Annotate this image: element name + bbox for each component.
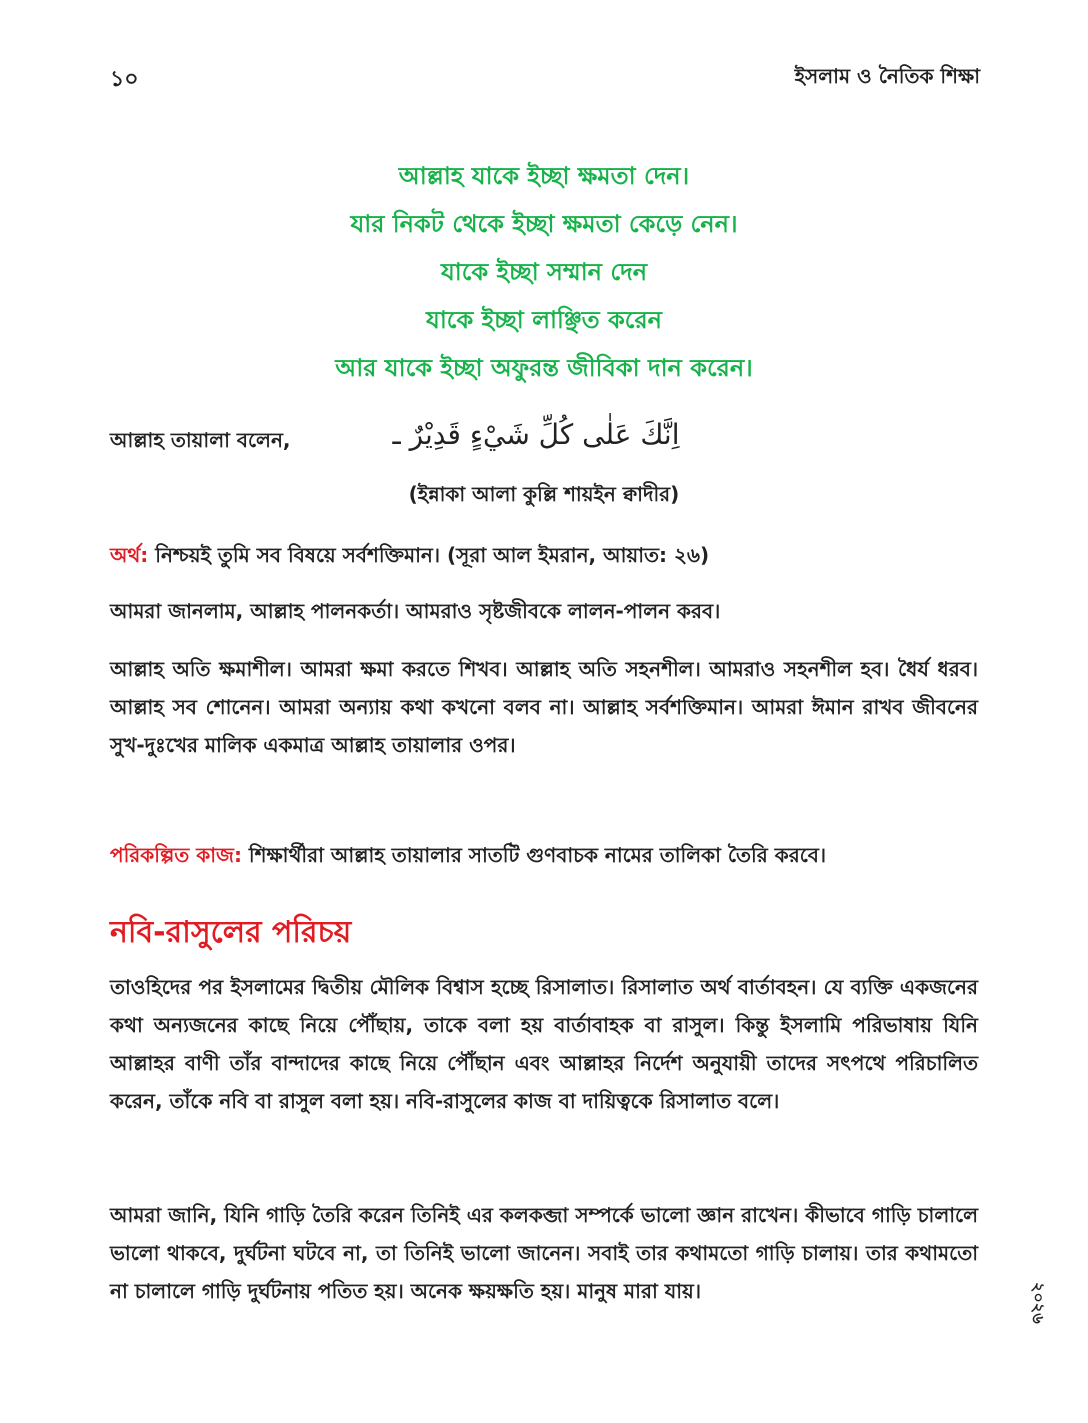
planned-task-text: শিক্ষার্থীরা আল্লাহ তায়ালার সাতটি গুণবাচক নামের তালিকা তৈরি করবে। — [241, 843, 827, 867]
section-paragraph-2: আমরা জানি, যিনি গাড়ি তৈরি করেন তিনিই এর কলকব্জা সম্পর্কে ভালো জ্ঞান রাখেন। কীভাবে গাড়ি চালালে ভালো থাকবে, দুর্ঘটনা ঘটবে না, তা তিনিই ভালো জানেন। সবাই তার কথামতো গাড়ি চালায়। তার কথামতো না চালালে গাড়ি দুর্ঘটনায় পতিত হয়। অনেক ক্ষয়ক্ষতি হয়। মানুষ মারা যায়। — [110, 1203, 978, 1303]
arabic-verse: اِنَّكَ عَلٰى كُلِّ شَيْءٍ قَدِيْرٌ ـ — [392, 418, 680, 451]
page-number: ১০ — [110, 67, 139, 92]
verse-line: যাকে ইচ্ছা লাঞ্ছিত করেন — [426, 306, 662, 334]
section-paragraph-1: তাওহিদের পর ইসলামের দ্বিতীয় মৌলিক বিশ্বাস হচ্ছে রিসালাত। রিসালাত অর্থ বার্তাবহন। যে ব্যক্তি একজনের কথা অন্যজনের কাছে নিয়ে পৌঁছায়, তাকে বলা হয় বার্তাবাহক বা রাসুল। কিন্তু ইসলামি পরিভাষায় যিনি আল্লাহর বাণী তাঁর বান্দাদের কাছে নিয়ে পৌঁছান এবং আল্লাহর নির্দেশ অনুযায়ী তাদের সৎপথে পরিচালিত করেন, তাঁকে নবি বা রাসুল বলা হয়। নবি-রাসুলের কাজ বা দায়িত্বকে রিসালাত বলে। — [110, 975, 978, 1113]
meaning-label: অর্থ: — [110, 543, 149, 567]
verse-line: আল্লাহ যাকে ইচ্ছা ক্ষমতা দেন। — [398, 162, 690, 190]
transliteration: (ইন্নাকা আলা কুল্লি শায়ইন ক্বাদীর) — [408, 482, 680, 506]
body-paragraph-1: আমরা জানলাম, আল্লাহ পালনকর্তা। আমরাও সৃষ্টজীবকে লালন-পালন করব। — [110, 599, 721, 623]
quote-intro: আল্লাহ তায়ালা বলেন, — [110, 428, 291, 452]
verse-line: যাকে ইচ্ছা সম্মান দেন — [440, 258, 648, 286]
verse-line: আর যাকে ইচ্ছা অফুরন্ত জীবিকা দান করেন। — [335, 354, 753, 382]
quote-row — [110, 418, 978, 468]
meaning-paragraph — [110, 536, 978, 574]
margin-note: ২০২৬ — [1029, 1282, 1048, 1324]
planned-task-label: পরিকল্পিত কাজ: — [110, 843, 242, 867]
meaning-text: নিশ্চয়ই তুমি সব বিষয়ে সর্বশক্তিমান। (সূরা আল ইমরান, আয়াত: ২৬) — [148, 543, 710, 567]
verse-block — [110, 152, 978, 392]
verse-line: যার নিকট থেকে ইচ্ছা ক্ষমতা কেড়ে নেন। — [350, 210, 738, 238]
planned-task — [110, 836, 978, 874]
section-heading: নবি-রাসুলের পরিচয় — [110, 915, 352, 950]
running-header: ইসলাম ও নৈতিক শিক্ষা — [794, 64, 980, 88]
body-paragraph-2: আল্লাহ অতি ক্ষমাশীল। আমরা ক্ষমা করতে শিখব। আল্লাহ অতি সহনশীল। আমরাও সহনশীল হব। ধৈর্য ধরব। আল্লাহ সব শোনেন। আমরা অন্যায় কথা কখনো বলব না। আল্লাহ সর্বশক্তিমান। আমরা ঈমান রাখব জীবনের সুখ-দুঃখের মালিক একমাত্র আল্লাহ তায়ালার ওপর। — [110, 657, 978, 757]
